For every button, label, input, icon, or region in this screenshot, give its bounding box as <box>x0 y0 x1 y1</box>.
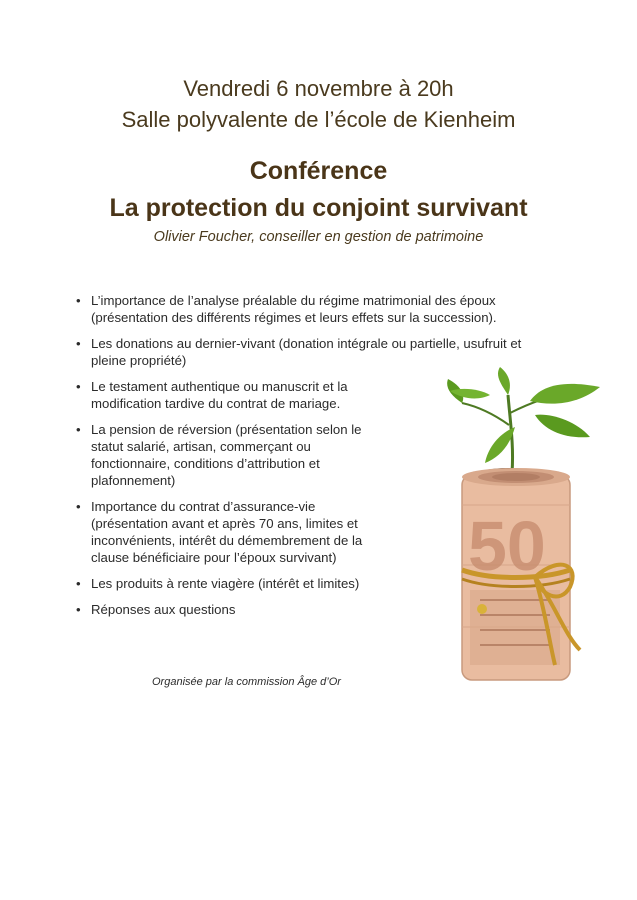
money-roll-plant-icon <box>440 365 610 690</box>
topic-text: Réponses aux questions <box>91 602 236 617</box>
topic-text: La pension de réversion (présentation selon le statut salarié, artisan, commerçant ou fonctionnaire, conditions d’attribution et plafonnement) <box>91 422 362 488</box>
bullet-icon: • <box>76 499 81 514</box>
list-item <box>76 575 426 592</box>
event-venue: Salle polyvalente de l’école de Kienheim <box>121 107 516 132</box>
topic-text: Le testament authentique ou manuscrit et la modification tardive du contrat de mariage. <box>91 379 348 411</box>
organizer-note: Organisée par la commission Âge d’Or <box>152 676 341 688</box>
list-item <box>76 421 391 489</box>
bullet-icon: • <box>76 379 81 394</box>
list-item <box>76 378 391 412</box>
list-item <box>76 498 391 566</box>
bullet-icon: • <box>76 293 81 308</box>
speaker-name: Olivier Foucher, conseiller en gestion de patrimoine <box>153 229 484 245</box>
list-item <box>76 292 556 326</box>
conference-title: La protection du conjoint survivant <box>109 194 528 222</box>
bullet-icon: • <box>76 422 81 437</box>
banknote-value: 50 <box>468 507 546 585</box>
topic-text: Les donations au dernier-vivant (donation intégrale ou partielle, usufruit et pleine propriété) <box>91 336 522 368</box>
event-date: Vendredi 6 novembre à 20h <box>183 76 454 101</box>
bullet-icon: • <box>76 602 81 617</box>
bullet-icon: • <box>76 576 81 591</box>
conference-label: Conférence <box>249 157 388 185</box>
topic-text: L’importance de l’analyse préalable du régime matrimonial des époux (présentation des différents régimes et leurs effets sur la succession). <box>91 293 497 325</box>
bullet-icon: • <box>76 336 81 351</box>
topic-text: Importance du contrat d’assurance-vie (présentation avant et après 70 ans, limites et inconvénients, intérêt du démembrement de la clause bénéficiaire pour l’époux survivant) <box>91 499 363 565</box>
list-item <box>76 335 556 369</box>
topic-text: Les produits à rente viagère (intérêt et limites) <box>91 576 360 591</box>
